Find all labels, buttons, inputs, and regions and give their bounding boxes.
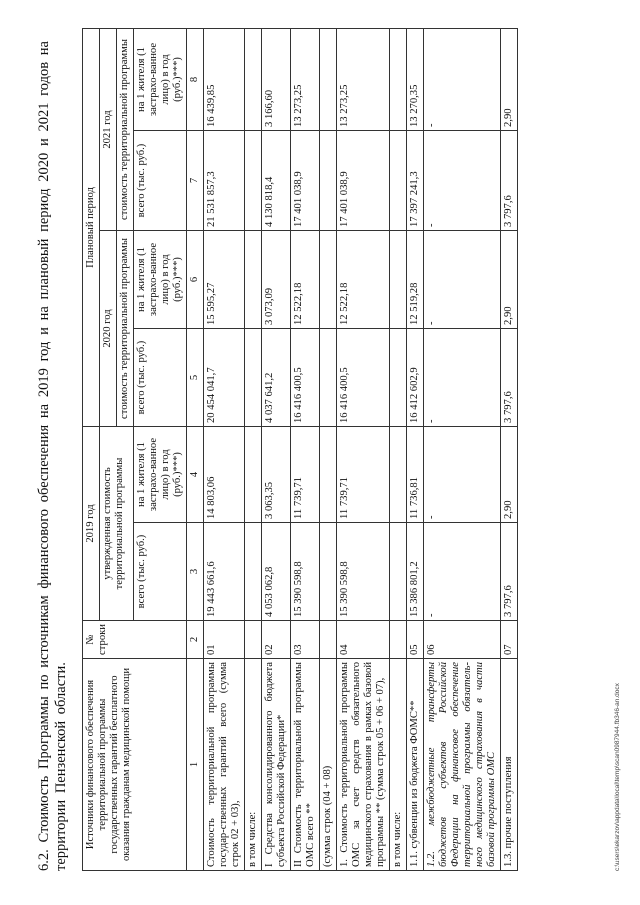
- row-name: 1.2. межбюджетные трансферты бюджетов субъектов Российской Федерации на финансовое обеспечение территориальной программы обязатель-ного медицинского страхования в части базовой программы ОМС: [424, 659, 501, 871]
- year-2020-header: 2020 год: [100, 231, 117, 427]
- row-value: 15 390 598,8: [337, 523, 390, 621]
- per-resident-2019-header: на 1 жителя (1 застрахо-ванное лицо) в год (руб.)***): [134, 427, 187, 523]
- total-2019-header: всего (тыс. руб.): [134, 523, 187, 621]
- row-name: 1. Стоимость территориальной программы ОМС за счет средств обязательного медицинского страхования в рамках базовой программы ** (сумма строк 05 + 06 + 07),: [337, 659, 390, 871]
- row-value: [245, 28, 262, 130]
- sources-header: Источники финансового обеспечения территориальной программы государственных гарантий бесплатного оказания гражданам медицинской помощи: [83, 659, 187, 871]
- row-value: [245, 329, 262, 427]
- year-2021-header: 2021 год: [100, 28, 117, 230]
- row-value: 3 797,6: [501, 131, 518, 231]
- row-value: [245, 131, 262, 231]
- row-name: (сумма строк (04 + 08): [320, 659, 337, 871]
- row-value: 3 166,60: [262, 28, 291, 130]
- row-value: [390, 427, 407, 523]
- row-value: 16 416 400,5: [337, 329, 390, 427]
- approved-cost-header: утвержденная стоимость территориальной программы: [100, 427, 134, 621]
- row-value: 15 390 598,8: [291, 523, 320, 621]
- row-code: 07: [501, 621, 518, 659]
- row-name: I Средства консолидированного бюджета субъекта Российской Федерации*: [262, 659, 291, 871]
- total-2021-header: всего (тыс. руб.): [134, 131, 187, 231]
- row-value: 16 439,85: [204, 28, 245, 130]
- row-value: -: [424, 231, 501, 329]
- financing-table: [82, 28, 518, 871]
- row-value: 3 797,6: [501, 329, 518, 427]
- row-value: [320, 231, 337, 329]
- row-value: 4 130 818,4: [262, 131, 291, 231]
- row-value: 19 443 661,6: [204, 523, 245, 621]
- row-value: 2,90: [501, 28, 518, 130]
- table-row: [407, 28, 424, 870]
- row-value: 12 522,18: [291, 231, 320, 329]
- row-value: 13 270,35: [407, 28, 424, 130]
- table-row: [320, 28, 337, 870]
- table-body: [204, 28, 518, 870]
- row-value: 16 416 400,5: [291, 329, 320, 427]
- row-value: -: [424, 28, 501, 130]
- table-row: [501, 28, 518, 870]
- row-value: -: [424, 523, 501, 621]
- cost-2021-header: стоимость территориальной программы: [117, 28, 134, 230]
- row-code: 03: [291, 621, 320, 659]
- row-no-header: № строки: [83, 621, 187, 659]
- row-value: 2,90: [501, 427, 518, 523]
- cost-2020-header: стоимость территориальной программы: [117, 231, 134, 427]
- row-value: 3 797,6: [501, 523, 518, 621]
- table-row: [337, 28, 390, 870]
- row-value: 4 037 641,2: [262, 329, 291, 427]
- planned-period-header: Плановый период: [83, 28, 100, 426]
- row-name: 1.3. прочие поступления: [501, 659, 518, 871]
- row-value: 13 273,25: [337, 28, 390, 130]
- row-value: 12 519,28: [407, 231, 424, 329]
- column-number-row: [187, 28, 204, 870]
- table-row: [262, 28, 291, 870]
- row-value: [320, 131, 337, 231]
- col-number: 2: [187, 621, 204, 659]
- row-value: 17 397 241,3: [407, 131, 424, 231]
- row-code: 06: [424, 621, 501, 659]
- col-number: 7: [187, 131, 204, 231]
- row-value: [390, 231, 407, 329]
- row-value: [390, 523, 407, 621]
- year-2019-header: 2019 год: [83, 427, 100, 621]
- financing-table-wrap: [82, 29, 518, 871]
- row-value: [245, 523, 262, 621]
- row-code: 05: [407, 621, 424, 659]
- row-value: [245, 231, 262, 329]
- table-row: [291, 28, 320, 870]
- row-name: Стоимость территориальной программы государ-ственных гарантий всего (сумма строк 02 + 03),: [204, 659, 245, 871]
- row-value: 4 053 062,8: [262, 523, 291, 621]
- row-value: 16 412 602,9: [407, 329, 424, 427]
- row-value: 20 454 041,7: [204, 329, 245, 427]
- row-value: 11 736,81: [407, 427, 424, 523]
- row-value: 21 531 857,3: [204, 131, 245, 231]
- row-code: 04: [337, 621, 390, 659]
- row-value: 11 739,71: [291, 427, 320, 523]
- row-name: в том числе:: [390, 659, 407, 871]
- per-resident-2021-header: на 1 жителя (1 застрахо-ванное лицо) в год (руб.)***): [134, 28, 187, 130]
- row-value: [320, 329, 337, 427]
- row-value: -: [424, 427, 501, 523]
- row-value: 3 063,35: [262, 427, 291, 523]
- col-number: 4: [187, 427, 204, 523]
- row-value: [320, 28, 337, 130]
- table-row: [204, 28, 245, 870]
- row-value: 2,90: [501, 231, 518, 329]
- col-number: 1: [187, 659, 204, 871]
- row-code: [390, 621, 407, 659]
- row-value: [390, 28, 407, 130]
- row-value: [320, 523, 337, 621]
- file-path-footer: c:\users\ekarzov\appdata\local\temp\scan0987944.fb346-an.docx: [614, 683, 621, 871]
- row-value: 17 401 038,9: [291, 131, 320, 231]
- col-number: 3: [187, 523, 204, 621]
- row-value: 15 595,27: [204, 231, 245, 329]
- col-number: 6: [187, 231, 204, 329]
- row-value: 17 401 038,9: [337, 131, 390, 231]
- row-name: II Стоимость территориальной программы ОМС всего **: [291, 659, 320, 871]
- row-code: 02: [262, 621, 291, 659]
- table-row: [245, 28, 262, 870]
- per-resident-2020-header: на 1 жителя (1 застрахо-ванное лицо) в год (руб.)***): [134, 231, 187, 329]
- row-value: 11 739,71: [337, 427, 390, 523]
- row-value: 14 803,06: [204, 427, 245, 523]
- row-code: 01: [204, 621, 245, 659]
- table-row: [424, 28, 501, 870]
- row-value: 15 386 801,2: [407, 523, 424, 621]
- col-number: 5: [187, 329, 204, 427]
- row-value: 13 273,25: [291, 28, 320, 130]
- row-value: 12 522,18: [337, 231, 390, 329]
- row-value: -: [424, 329, 501, 427]
- row-value: [245, 427, 262, 523]
- row-code: [320, 621, 337, 659]
- row-value: 3 073,09: [262, 231, 291, 329]
- row-code: [245, 621, 262, 659]
- col-number: 8: [187, 28, 204, 130]
- table-row: [390, 28, 407, 870]
- row-value: [390, 131, 407, 231]
- total-2020-header: всего (тыс. руб.): [134, 329, 187, 427]
- row-value: [320, 427, 337, 523]
- row-name: 1.1. субвенции из бюджета ФОМС**: [407, 659, 424, 871]
- section-title: 6.2. Стоимость Программы по источникам финансового обеспечения на 2019 год и на плановый период 2020 и 2021 годов на территории Пензенской области.: [36, 41, 69, 871]
- row-name: в том числе:: [245, 659, 262, 871]
- row-value: [390, 329, 407, 427]
- row-value: -: [424, 131, 501, 231]
